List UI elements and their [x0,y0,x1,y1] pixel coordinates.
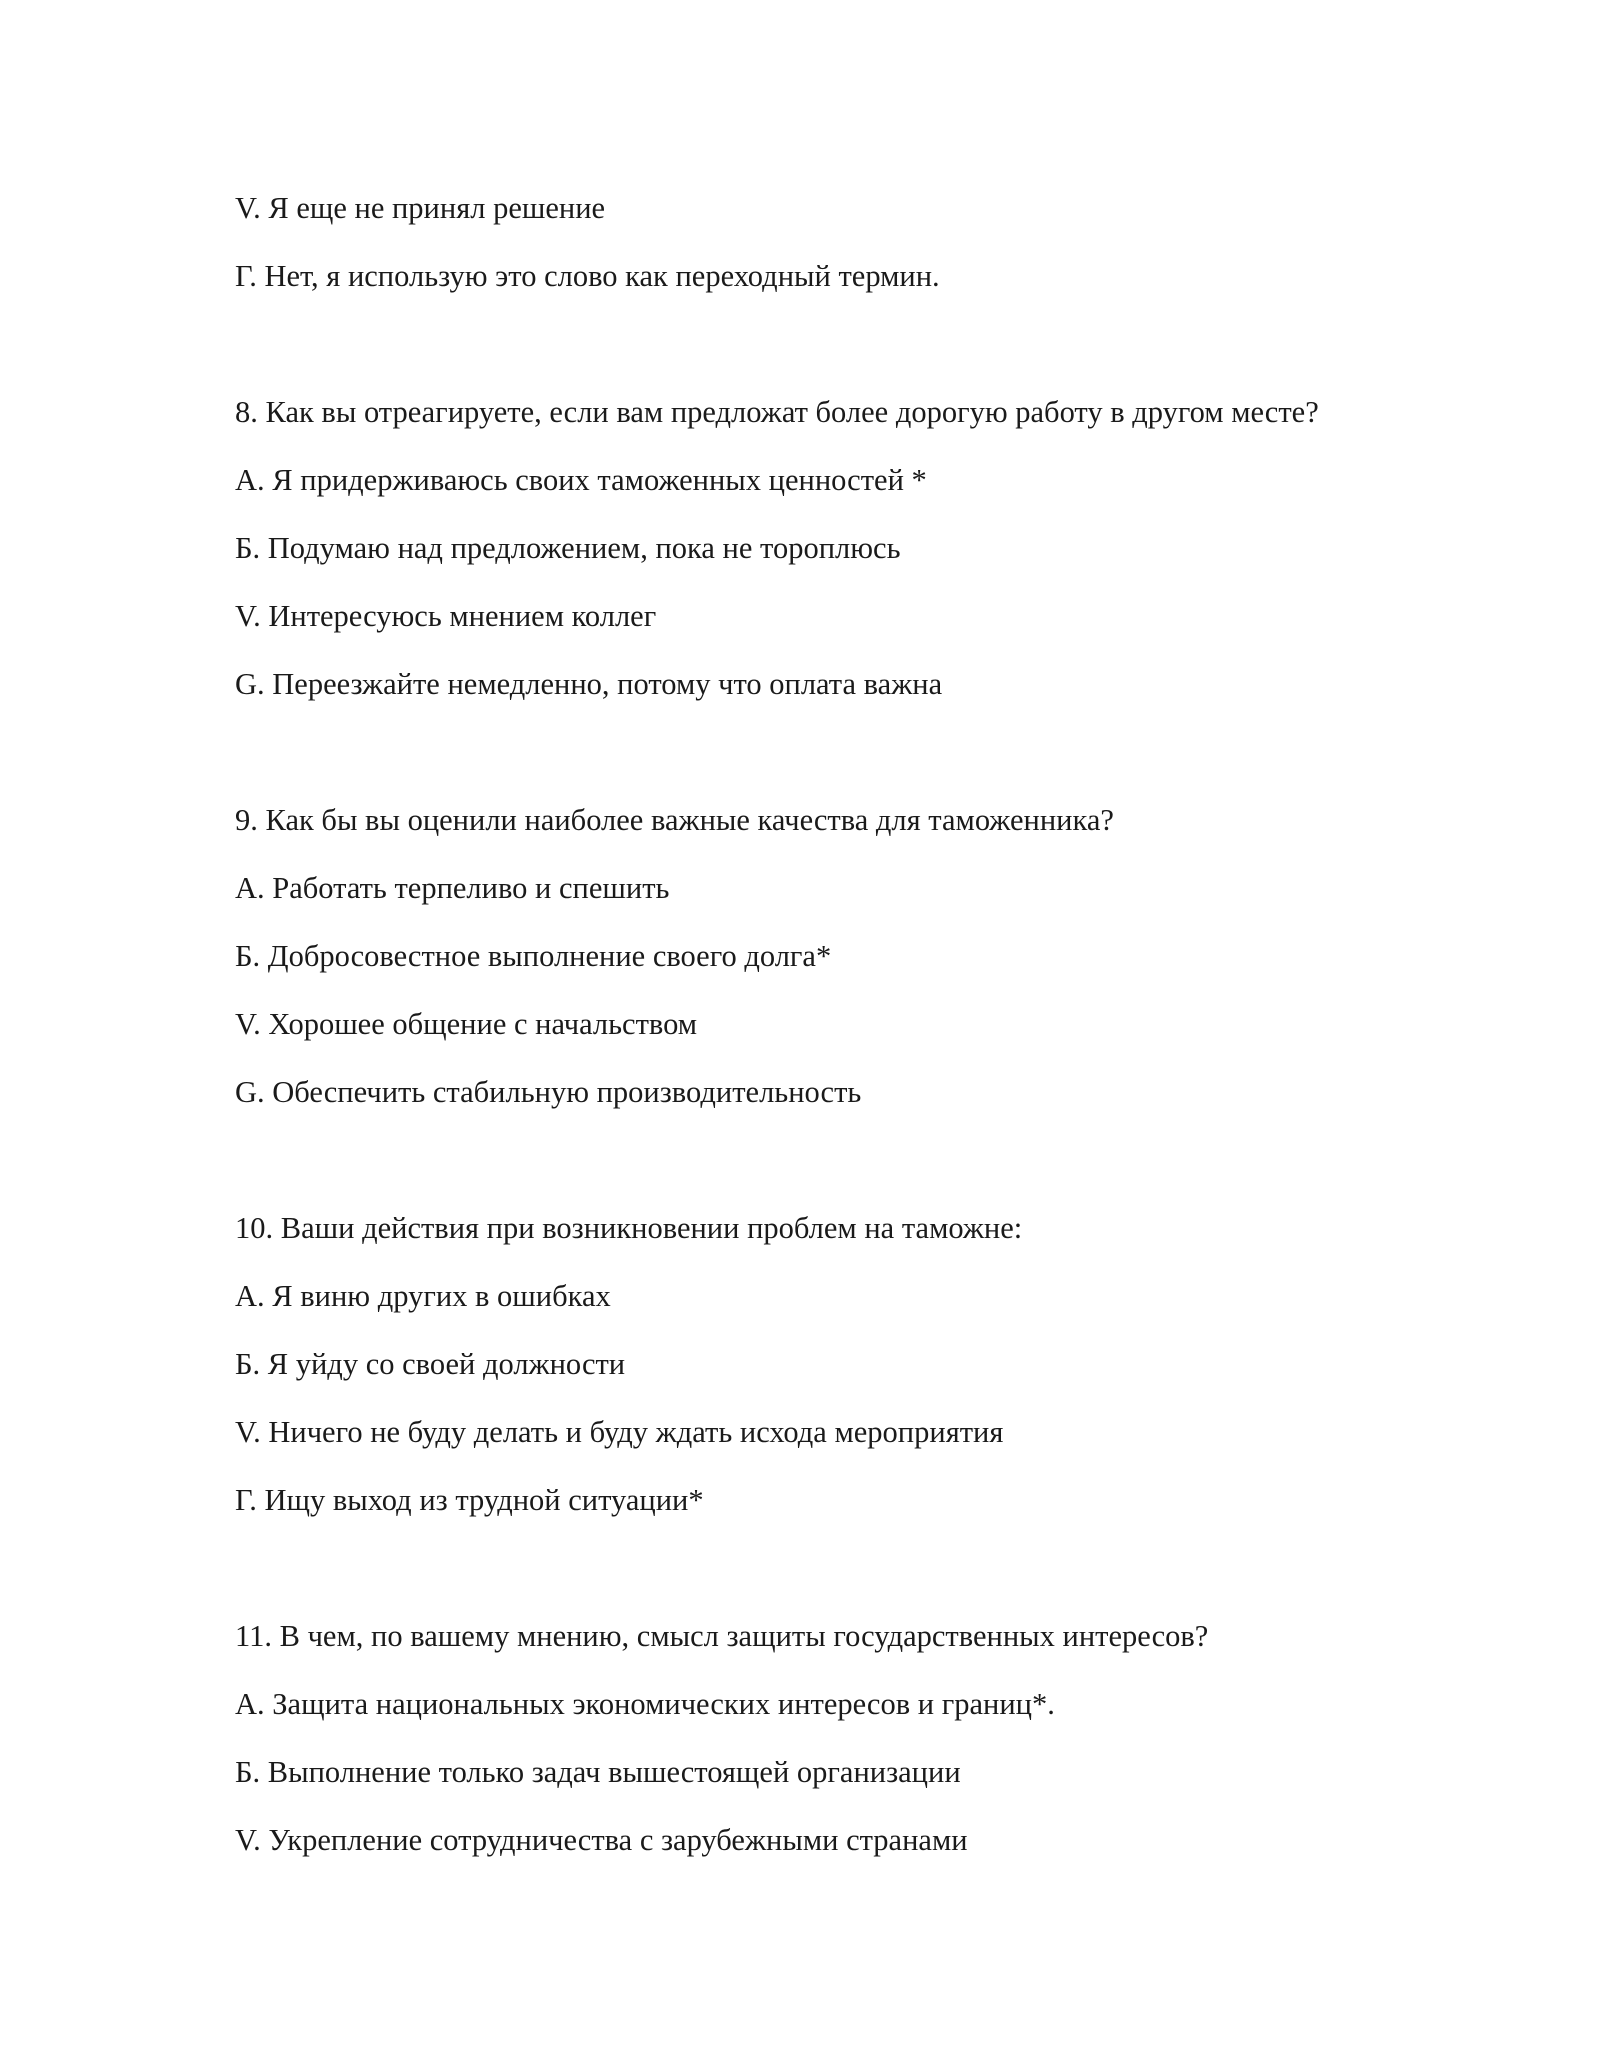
answer-option: А. Я придерживаюсь своих таможенных ценностей * [235,463,927,497]
answer-option: V. Я еще не принял решение [235,191,606,225]
answer-option: V. Интересуюсь мнением коллег [235,599,657,633]
answer-option: V. Укрепление сотрудничества с зарубежными странами [235,1823,968,1857]
answer-option: А. Работать терпеливо и спешить [235,871,670,905]
question-9: 9. Как бы вы оценили наиболее важные качества для таможенника? [235,803,1114,837]
question-10: 10. Ваши действия при возникновении проблем на таможне: [235,1211,1023,1245]
answer-option: G. Переезжайте немедленно, потому что оплата важна [235,667,943,701]
answer-option: Б. Я уйду со своей должности [235,1347,626,1381]
question-8: 8. Как вы отреагируете, если вам предложат более дорогую работу в другом месте? [235,395,1319,429]
answer-option: Б. Подумаю над предложением, пока не тороплюсь [235,531,901,565]
answer-option: Б. Выполнение только задач вышестоящей организации [235,1755,961,1789]
spacer [235,1140,1435,1208]
answer-option: Г. Ищу выход из трудной ситуации* [235,1483,704,1517]
answer-option: А. Я виню других в ошибках [235,1279,611,1313]
answer-option: V. Хорошее общение с начальством [235,1007,698,1041]
answer-option: Б. Добросовестное выполнение своего долга* [235,939,832,973]
answer-option: А. Защита национальных экономических интересов и границ*. [235,1687,1055,1721]
answer-option: Г. Нет, я использую это слово как переходный термин. [235,259,940,293]
spacer [235,324,1435,392]
document-content [235,188,1435,1888]
question-11: 11. В чем, по вашему мнению, смысл защиты государственных интересов? [235,1619,1209,1653]
spacer [235,732,1435,800]
spacer [235,1548,1435,1616]
answer-option: G. Обеспечить стабильную производительность [235,1075,862,1109]
answer-option: V. Ничего не буду делать и буду ждать исхода мероприятия [235,1415,1004,1449]
